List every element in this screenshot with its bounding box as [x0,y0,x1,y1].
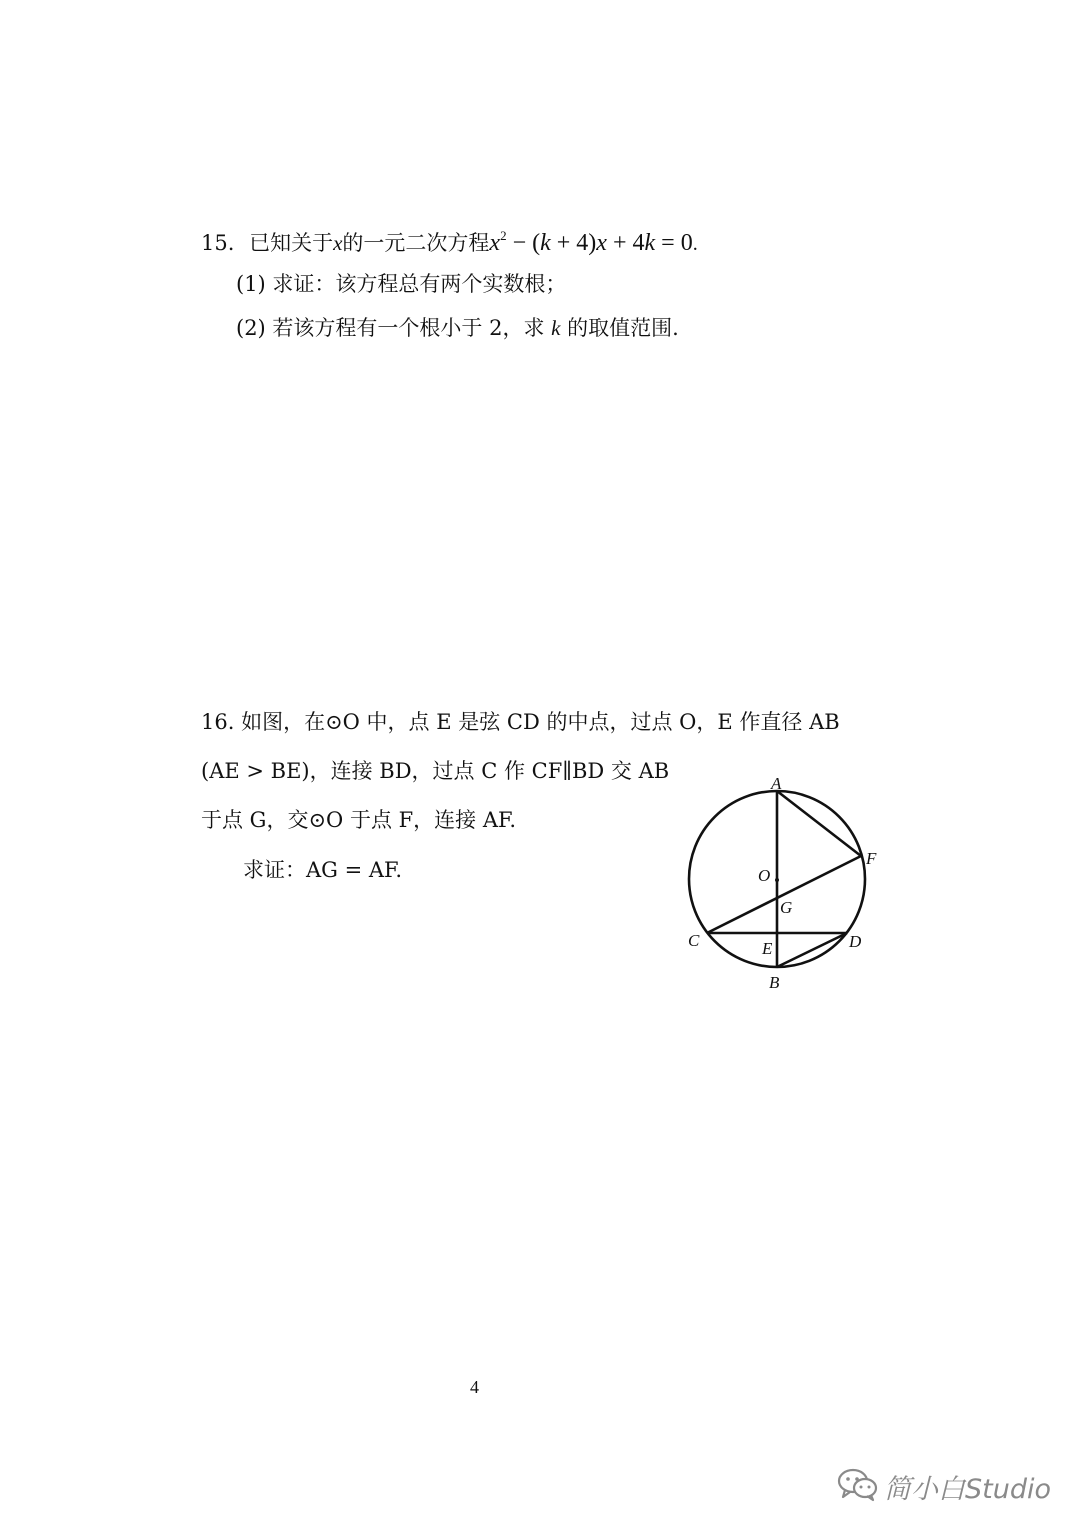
label-d: D [849,932,862,951]
segment-bd [777,933,847,967]
label-b: B [769,973,780,992]
segment-cf [707,856,861,933]
label-c: C [688,931,700,950]
q15-part1: (1) 求证：该方程总有两个实数根； [236,272,567,296]
circle-figure [670,765,900,1005]
q15-part2: (2) 若该方程有一个根小于 2，求 k 的取值范围. [236,316,679,340]
q16-line2: (AE > BE)，连接 BD，过点 C 作 CF∥BD 交 AB [201,759,670,783]
page-number: 4 [470,1377,479,1397]
center-dot [775,878,779,882]
label-a: A [771,774,782,793]
q15-number: 15. [201,231,235,255]
q15-equation: $x^2 - (k + 4)x + 4k = 0$. [489,228,698,256]
q16-prove: 求证：AG = AF. [243,858,403,882]
q16-line3: 于点 G，交⊙O 于点 F，连接 AF. [201,808,516,832]
label-e: E [762,939,773,958]
q15-stem [201,221,698,259]
q15-var-x: x [333,231,343,255]
q16-line1: 16. 如图，在⊙O 中，点 E 是弦 CD 的中点，过点 O，E 作直径 AB [201,710,840,734]
q15-text-2: 的一元二次方程 [342,231,490,255]
label-f: F [866,849,877,868]
label-o: O [758,866,771,885]
label-g: G [780,898,793,917]
q15-text-1: 已知关于 [249,231,334,255]
wechat-icon [836,1467,880,1503]
watermark [836,1465,1056,1505]
watermark-text: 简小白Studio [884,1474,1051,1505]
